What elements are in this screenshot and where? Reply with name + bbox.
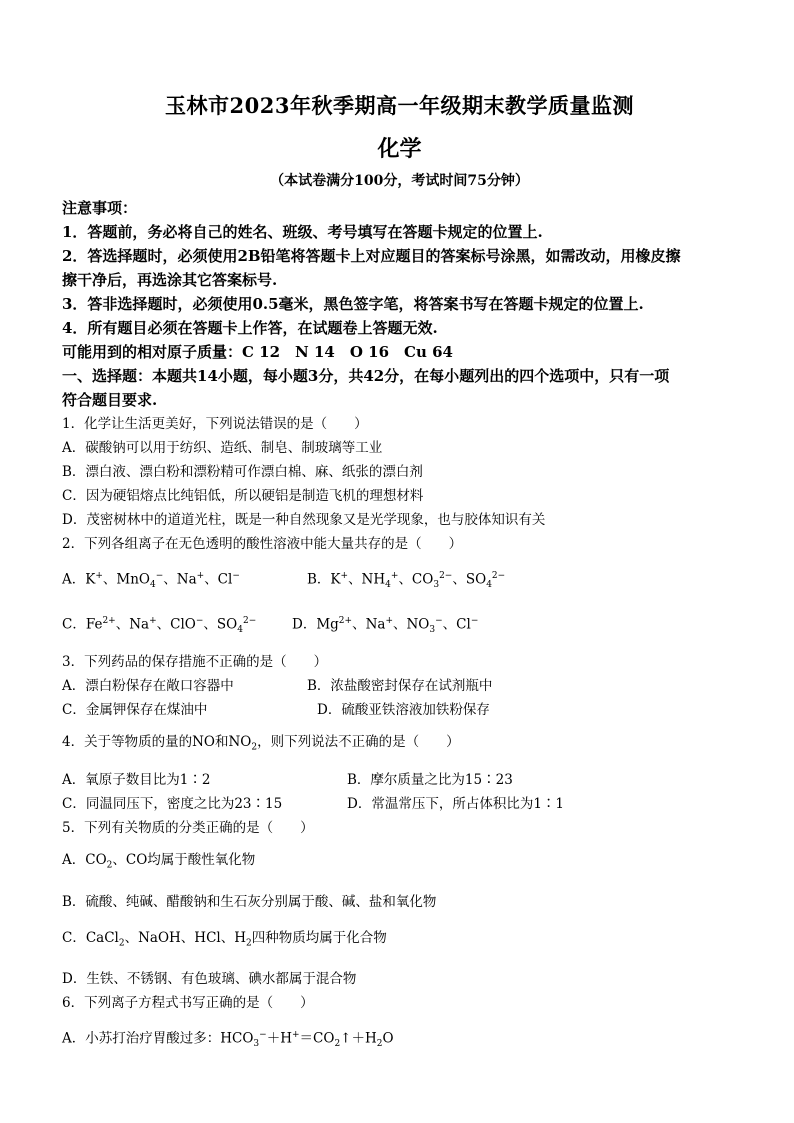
question-2 [62, 532, 737, 650]
option-b: B．漂白液、漂白粉和漂粉精可作漂白棉、麻、纸张的漂白剂 [62, 464, 423, 480]
question-3 [62, 650, 737, 730]
option-c: C．$Fe^{2+}$、Na+、ClO−、$SO_4^{2-}$ [62, 616, 257, 636]
subject-title: 化学 [377, 136, 422, 162]
question-stem: 5．下列有关物质的分类正确的是（ ） [62, 820, 314, 837]
question-6 [62, 991, 737, 1056]
question-stem: 2．下列各组离子在无色透明的酸性溶液中能大量共存的是（ ） [62, 536, 463, 552]
option-d: D．生铁、不锈钢、有色玻璃、碘水都属于混合物 [62, 971, 357, 988]
question-5 [62, 816, 737, 991]
option-b: B．K+、$NH_4^+$、$CO_3^{2-}$、$SO_4^{2-}$ [307, 571, 506, 591]
note-item: 2．答选择题时，必须使用2B铅笔将答题卡上对应题目的答案标号涂黑，如需改动，用橡皮擦 [62, 247, 681, 265]
option-a: A．K+、MnO$_4$−、Na+、Cl− [62, 571, 240, 591]
option-d: D．$Mg^{2+}$、Na+、$NO_3^-$、Cl− [292, 616, 479, 636]
note-item: 1．答题前，务必将自己的姓名、班级、考号填写在答题卡规定的位置上. [62, 223, 543, 241]
option-b: B．硫酸、纯碱、醋酸钠和生石灰分别属于酸、碱、盐和氧化物 [62, 893, 437, 910]
question-stem: 4．关于等物质的量的NO和$NO_2$，则下列说法不正确的是（ ） [62, 734, 460, 754]
notes-heading: 注意事项： [62, 199, 138, 217]
option-a: A．碳酸钠可以用于纺织、造纸、制皂、制玻璃等工业 [62, 440, 383, 456]
question-4 [62, 730, 737, 816]
option-a: A．$CO_2$、CO均属于酸性氧化物 [62, 852, 256, 871]
option-b: B．摩尔质量之比为15∶23 [347, 772, 513, 789]
option-a: A．小苏打治疗胃酸过多：$HCO_3^-+H^+=CO_2↑+H_2O$ [62, 1030, 394, 1050]
section-heading-cont: 符合题目要求. [62, 391, 158, 409]
notes-section [62, 196, 737, 364]
question-stem: 6．下列离子方程式书写正确的是（ ） [62, 995, 314, 1012]
exam-page [62, 90, 737, 1057]
note-item: 4．所有题目必须在答题卡上作答，在试题卷上答题无效. [62, 319, 438, 337]
note-item: 3．答非选择题时，必须使用0.5毫米，黑色签字笔，将答案书写在答题卡规定的位置上. [62, 295, 644, 313]
question-stem: 1．化学让生活更美好，下列说法错误的是（ ） [62, 416, 368, 432]
option-d: D．硫酸亚铁溶液加铁粉保存 [317, 702, 490, 719]
page-title: 玉林市2023年秋季期高一年级期末教学质量监测 [165, 93, 634, 118]
section-heading: 一、选择题：本题共14小题，每小题3分，共42分，在每小题列出的四个选项中，只有一项 [62, 367, 670, 385]
option-d: D．茂密树林中的道道光柱，既是一种自然现象又是光学现象，也与胶体知识有关 [62, 512, 546, 528]
option-c: C．因为硬铝熔点比纯铝低，所以硬铝是制造飞机的理想材料 [62, 488, 424, 504]
option-c: C．CaCl$_2$、NaOH、HCl、$H_2$四种物质均属于化合物 [62, 929, 387, 949]
question-1 [62, 412, 737, 532]
option-c: C．金属钾保存在煤油中 [62, 702, 208, 719]
question-stem: 3．下列药品的保存措施不正确的是（ ） [62, 654, 328, 671]
atomic-masses: 可能用到的相对原子质量：C 12 N 14 O 16 Cu 64 [62, 343, 453, 361]
option-c: C．同温同压下，密度之比为23∶15 [62, 796, 283, 813]
option-a: A．氧原子数目比为1∶2 [62, 772, 211, 789]
note-item: 擦干净后，再选涂其它答案标号. [62, 271, 278, 289]
option-d: D．常温常压下，所占体积比为1∶1 [347, 796, 565, 813]
exam-info: （本试卷满分100分，考试时间75分钟） [270, 173, 529, 189]
option-b: B．浓盐酸密封保存在试剂瓶中 [307, 678, 493, 695]
option-a: A．漂白粉保存在敞口容器中 [62, 678, 234, 695]
